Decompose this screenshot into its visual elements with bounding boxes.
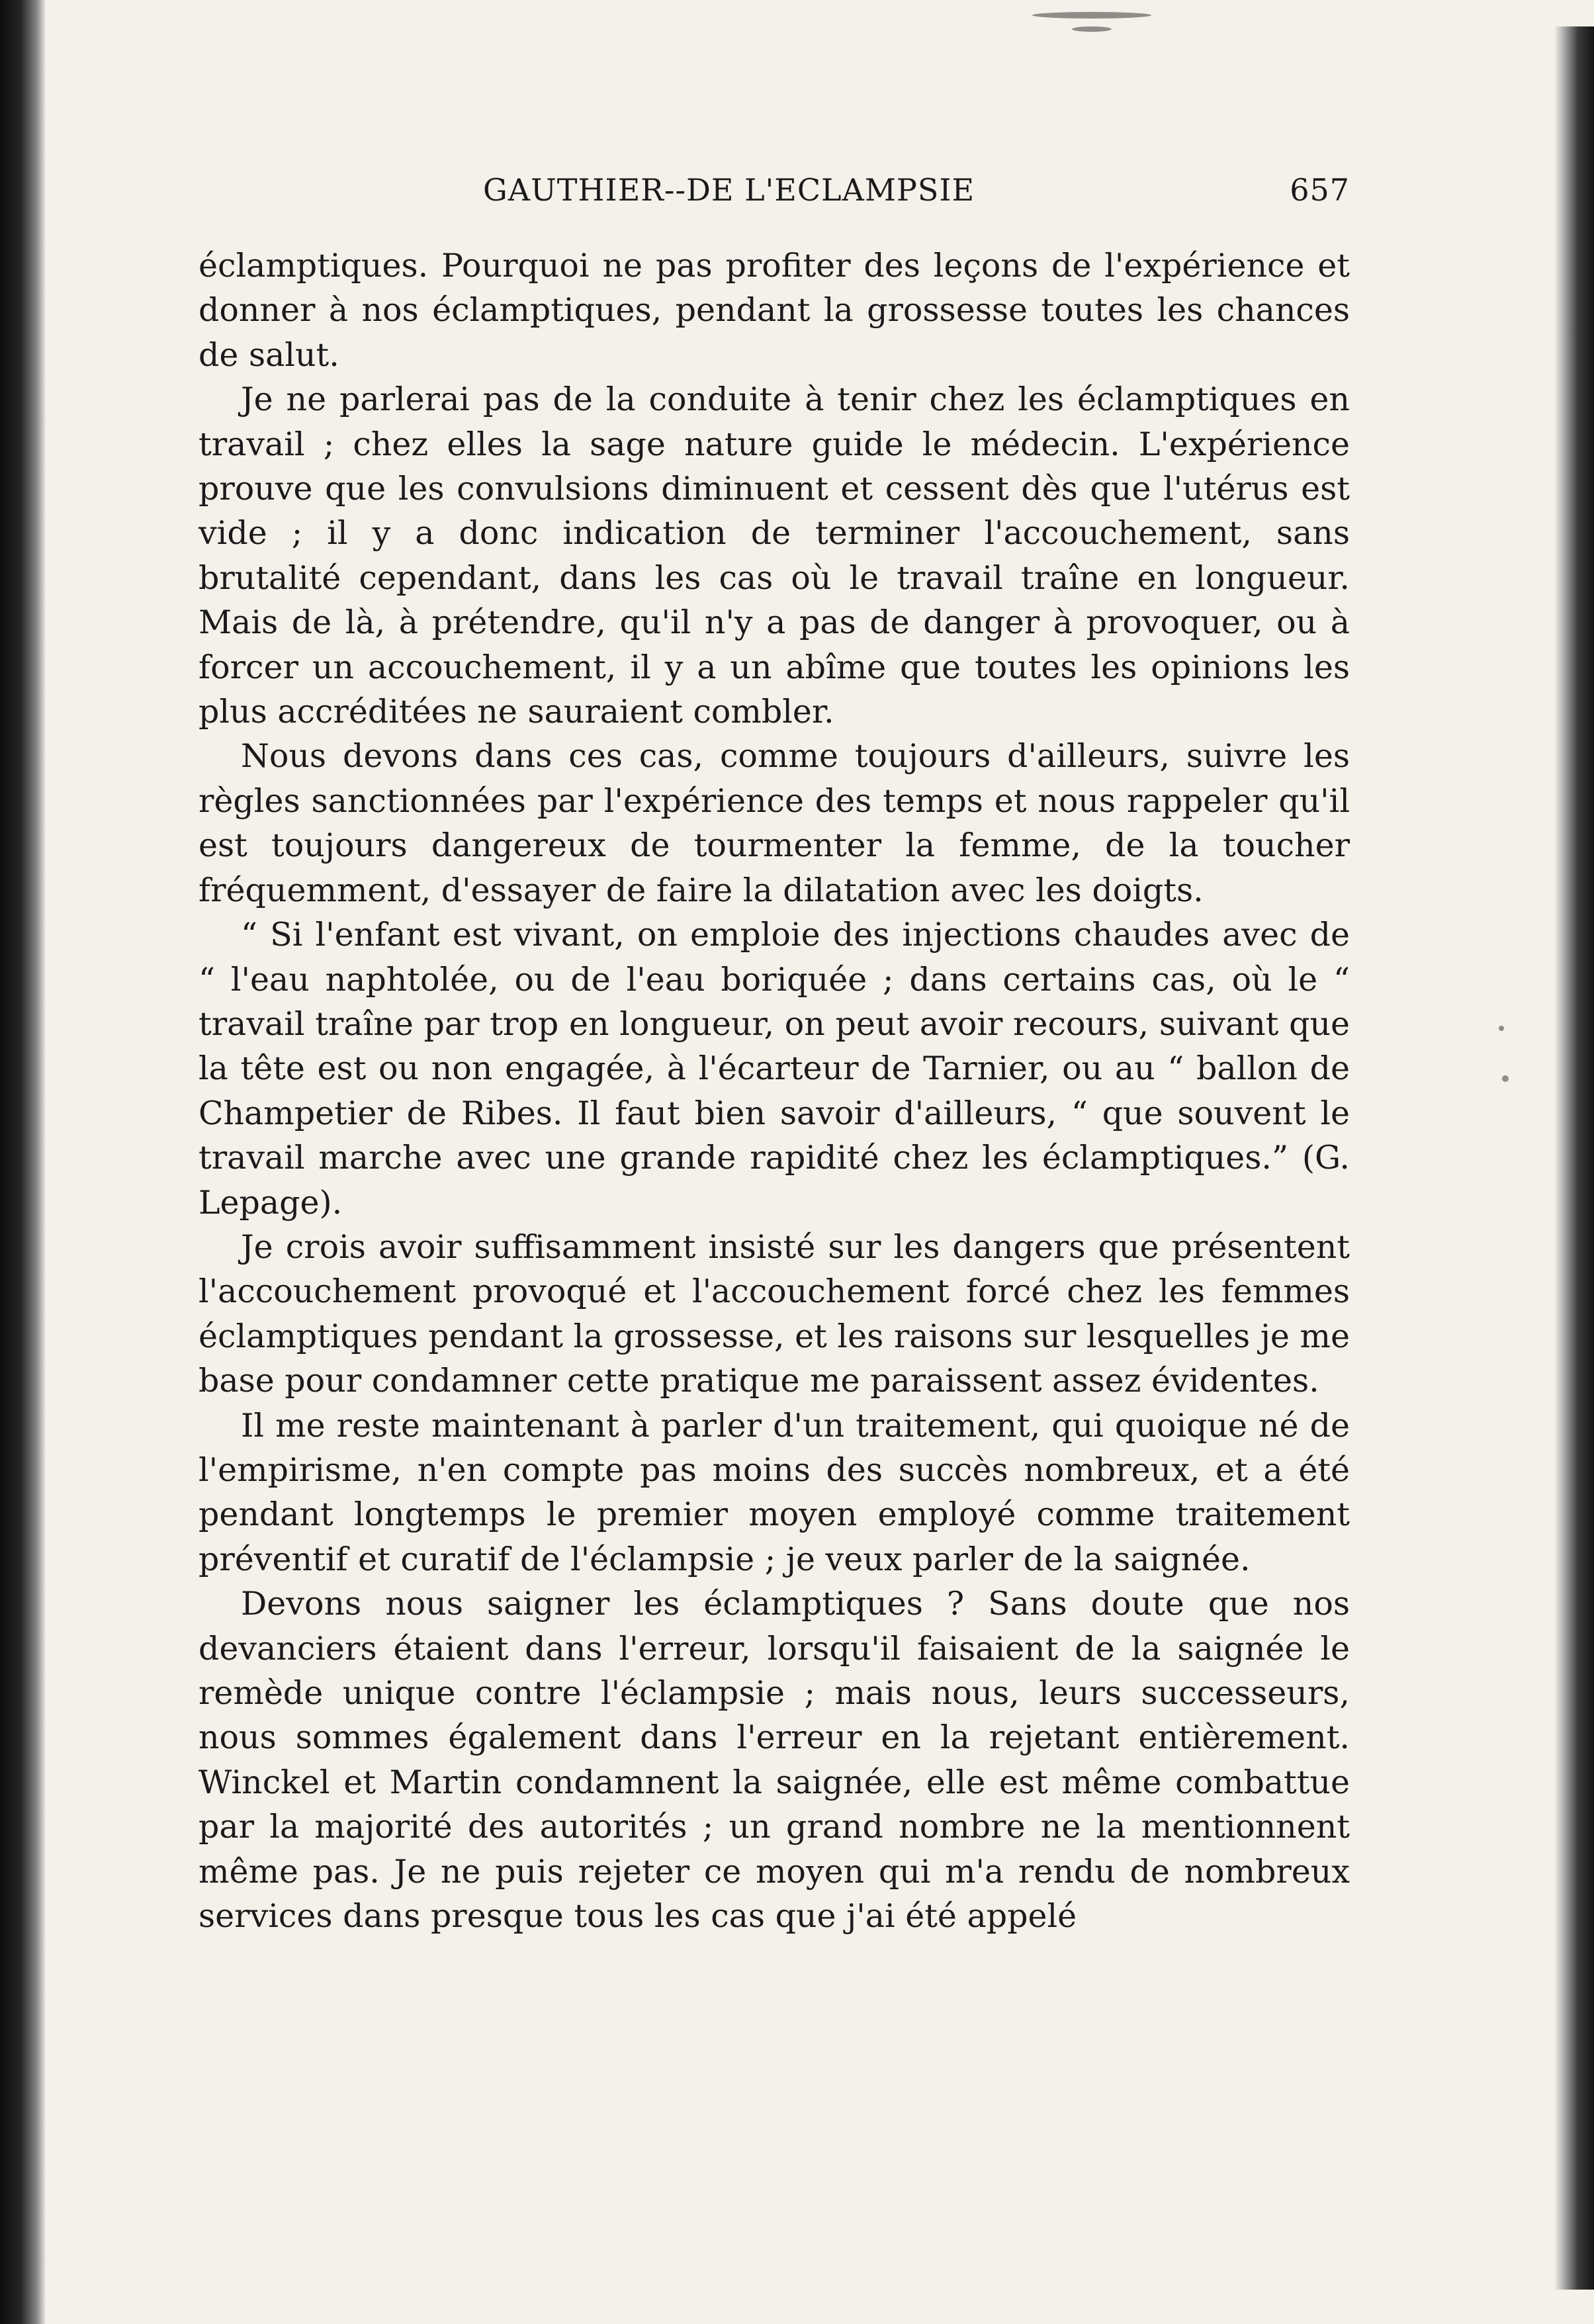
page-number: 657 — [1290, 172, 1350, 208]
paragraph-7: Devons nous saigner les éclamptiques ? Sans doute que nos devanciers étaient dans l'erreur, lorsqu'il faisaient de la saignée le remède unique contre l'éclampsie ; mais nous, leurs successeurs, nous sommes également dans l'erreur en la rejetant entièrement. Winckel et Martin condamnent la saignée, elle est même combattue par la majorité des autorités ; un grand nombre ne la mentionnent même pas. Je ne puis rejeter ce moyen qui m'a rendu de nombreux services dans presque tous les cas que j'ai été appelé — [199, 1585, 1350, 1936]
paragraph-3: Nous devons dans ces cas, comme toujours d'ailleurs, suivre les règles sanctionnées par l'expérience des temps et nous rappeler qu'il est toujours dangereux de tourmenter la femme, de la toucher fréquemment, d'essayer de faire la dilatation avec les doigts. — [199, 737, 1350, 909]
scan-speck — [1499, 1026, 1504, 1031]
body-text — [199, 244, 1350, 1938]
scan-speck — [1072, 26, 1112, 32]
page-header — [199, 165, 1350, 218]
paragraph-2: Je ne parlerai pas de la conduite à tenir chez les éclamptiques en travail ; chez elles la sage nature guide le médecin. L'expérience prouve que les convulsions diminuent et cessent dès que l'utérus est vide ; il y a donc indication de terminer l'accouchement, sans brutalité cependant, dans les cas où le travail traîne en longueur. Mais de là, à prétendre, qu'il n'y a pas de danger à provoquer, ou à forcer un accouchement, il y a un abîme que toutes les opinions les plus accréditées ne sauraient combler. — [199, 380, 1350, 731]
scan-left-edge — [0, 0, 46, 2324]
scan-right-edge — [1554, 26, 1594, 2290]
paragraph-6: Il me reste maintenant à parler d'un traitement, qui quoique né de l'empirisme, n'en compte pas moins des succès nombreux, et a été pendant longtemps le premier moyen employé comme traitement préventif et curatif de l'éclampsie ; je veux parler de la saignée. — [199, 1406, 1350, 1578]
paragraph-1: éclamptiques. Pourquoi ne pas profiter des leçons de l'expérience et donner à nos éclamptiques, pendant la grossesse toutes les chances de salut. — [199, 247, 1350, 374]
running-title: GAUTHIER--DE L'ECLAMPSIE — [483, 172, 975, 208]
scan-speck — [1032, 12, 1151, 19]
scan-speck — [1502, 1075, 1509, 1082]
paragraph-5: Je crois avoir suffisamment insisté sur les dangers que présentent l'accouchement provoqué et l'accouchement forcé chez les femmes éclamptiques pendant la grossesse, et les raisons sur lesquelles je me base pour condamner cette pratique me paraissent assez évidentes. — [199, 1228, 1350, 1400]
paragraph-4-quote: “ Si l'enfant est vivant, on emploie des injections chaudes avec de “ l'eau naphtolée, ou de l'eau boriquée ; dans certains cas, où le “ travail traîne par trop en longueur, on peut avoir recours, suivant que la tête est ou non engagée, à l'écarteur de Tarnier, ou au “ ballon de Champetier de Ribes. Il faut bien savoir d'ailleurs, “ que souvent le travail marche avec une grande rapidité chez les éclamptiques.” (G. Lepage). — [199, 916, 1350, 1222]
